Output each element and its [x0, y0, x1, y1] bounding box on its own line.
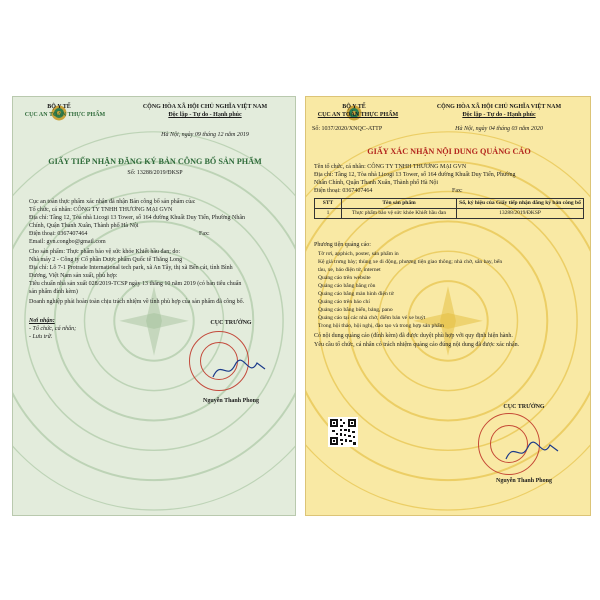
left-line-9: Dương, Việt Nam sản xuất, phù hợp:	[29, 273, 118, 279]
right-line-2: Nhân Chính, Quận Thanh Xuân, Thành phố Hà Nội	[314, 180, 439, 186]
right-closing-0: Có nội dung quảng cáo (đính kèm) đã được duyệt phù hợp với quy định hiện hành.	[314, 333, 513, 339]
media-item: Quảng cáo trên báo chí	[318, 299, 370, 305]
right-fax: Fax:	[452, 188, 463, 194]
table-cell-stt: 1	[315, 209, 342, 219]
left-line-11: sản phẩm đính kèm)	[29, 289, 78, 295]
left-nation: CỘNG HÒA XÃ HỘI CHỦ NGHĨA VIỆT NAM	[142, 104, 268, 110]
right-line-0: Tên tổ chức, cá nhân: CÔNG TY TNHH THƯƠNG MẠI GVN	[314, 164, 467, 170]
right-content	[306, 97, 590, 515]
left-line-2: Địa chỉ: Tầng 12, Tòa nhà Licogi 13 Tower, số 164 đường Khuất Duy Tiến, Phường Nhân	[29, 215, 246, 221]
left-agency: CỤC AN TOÀN THỰC PHẨM	[24, 112, 106, 118]
left-line-5: Email: gvn.congbo@gmail.com	[29, 239, 106, 245]
product-table	[314, 198, 584, 219]
qr-code-icon	[328, 417, 358, 447]
left-date: Hà Nội, ngày 09 tháng 12 năm 2019	[161, 132, 249, 138]
table-header-registration: Số, ký hiệu của Giấy tiếp nhận đăng ký bản công bố	[457, 199, 584, 209]
signature	[502, 437, 562, 467]
right-media-title: Phương tiện quảng cáo:	[314, 242, 371, 248]
right-line-1: Địa chỉ: Tầng 12, Tòa nhà Licogi 13 Tower, số 164 đường Khuất Duy Tiến, Phường	[314, 172, 516, 178]
media-item: Tờ rơi, apphich, poster, sản phẩm in	[318, 251, 399, 257]
left-line-12: Doanh nghiệp phải hoàn toàn chịu trách nhiệm về tính phù hợp của sản phẩm đã công bố.	[29, 299, 245, 305]
left-line-7: Nhà máy 2 - Công ty Cổ phần Dược phẩm Quốc tế Thăng Long	[29, 257, 183, 263]
media-item: Quảng cáo bằng băng rôn	[318, 283, 376, 289]
left-number: Số: 13288/2019/ĐKSP	[127, 170, 183, 176]
right-signer-title: CỤC TRƯỞNG	[503, 404, 545, 410]
media-item: Quảng cáo tại các nhà chờ, điểm bán vé xe buýt	[318, 315, 426, 321]
left-line-1: Tổ chức, cá nhân: CÔNG TY TNHH THƯƠNG MẠI GVN	[29, 207, 173, 213]
left-motto: Độc lập - Tự do - Hạnh phúc	[168, 112, 242, 118]
right-number-top: Số: 1037/2020/XNQC-ATTP	[312, 126, 383, 132]
food-registration-certificate	[12, 96, 296, 516]
left-line-6: Cho sản phẩm: Thực phẩm bảo vệ sức khỏe Khiết hầu đan; do:	[29, 249, 181, 255]
left-recipient-1: - Lưu trữ.	[29, 334, 53, 340]
left-title: GIẤY TIẾP NHẬN ĐĂNG KÝ BẢN CÔNG BỐ SẢN PHẨM	[48, 157, 262, 166]
left-line-10: Tiêu chuẩn nhà sản xuất 028/2019-TCSP ngày 13 tháng 10 năm 2019 (có bản tiêu chuẩn	[29, 281, 242, 287]
right-signer-name: Nguyễn Thanh Phong	[496, 478, 552, 484]
media-item: Quảng cáo bằng biển, bảng, pano	[318, 307, 393, 313]
right-motto: Độc lập - Tự do - Hạnh phúc	[462, 112, 536, 118]
left-ministry: BỘ Y TẾ	[47, 104, 71, 110]
right-agency: CỤC AN TOÀN THỰC PHẨM	[317, 112, 399, 118]
right-closing-1: Yêu cầu tổ chức, cá nhân có trách nhiệm quảng cáo đúng nội dung đã được xác nhận.	[314, 342, 520, 348]
right-line-3: Điện thoại: 0367407464	[314, 188, 373, 194]
left-fax: Fax:	[199, 231, 210, 237]
media-item: Quảng cáo trên website	[318, 275, 371, 281]
left-line-4: Điện thoại: 0367407464	[29, 231, 88, 237]
table-header-row	[315, 199, 584, 209]
media-item: Kệ giá trưng bày; thùng xe di động, phương tiện giao thông; nhà chờ, sân bay, bến	[318, 259, 503, 265]
table-header-stt: STT	[315, 199, 342, 209]
media-item: Quảng cáo bằng màn hình điện tử	[318, 291, 394, 297]
table-cell-registration: 13288/2019/ĐKSP	[457, 209, 584, 219]
left-line-8: Địa chỉ: Lô 7-1 Protrade International tech park, xã An Tây, thị xã Bến cát, tỉnh Bình	[29, 265, 233, 271]
left-signer-name: Nguyễn Thanh Phong	[203, 398, 259, 404]
media-item: tàu, xe, báo điện tử, internet	[318, 267, 381, 273]
left-line-0: Cục an toàn thực phẩm xác nhận đã nhận Bản công bố sản phẩm của:	[29, 199, 196, 205]
table-row	[315, 209, 584, 219]
right-date: Hà Nội, ngày 04 tháng 03 năm 2020	[455, 126, 543, 132]
table-cell-product: Thực phẩm bảo vệ sức khỏe Khiết hầu đan	[342, 209, 457, 219]
left-line-3: Chính, Quận Thanh Xuân, Thành phố Hà Nội	[29, 223, 139, 229]
right-nation: CỘNG HÒA XÃ HỘI CHỦ NGHĨA VIỆT NAM	[436, 104, 562, 110]
right-ministry: BỘ Y TẾ	[342, 104, 366, 110]
right-title: GIẤY XÁC NHẬN NỘI DUNG QUẢNG CÁO	[367, 147, 531, 156]
left-signer-title: CỤC TRƯỞNG	[210, 320, 252, 326]
signature	[209, 355, 269, 385]
table-header-product: Tên sản phẩm	[342, 199, 457, 209]
left-content	[13, 97, 295, 515]
advertising-confirmation-certificate	[305, 96, 591, 516]
left-recipients-title: Nơi nhận:	[29, 318, 55, 324]
left-recipient-0: - Tổ chức, cá nhân;	[29, 326, 77, 332]
media-item: Trong hội thảo, hội nghị, đào tạo và trong hợp sản phẩm	[318, 323, 444, 329]
